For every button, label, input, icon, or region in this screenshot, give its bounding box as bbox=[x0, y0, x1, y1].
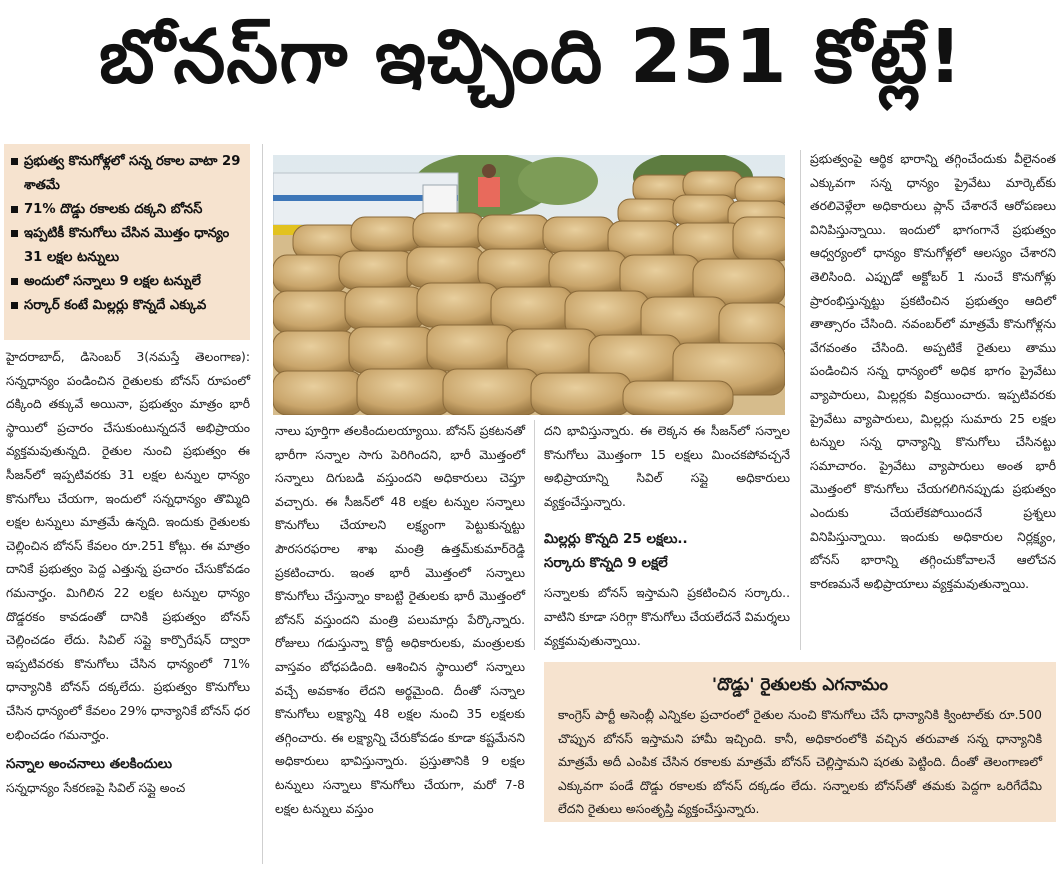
column-divider bbox=[534, 420, 535, 650]
rice-bags-illustration bbox=[273, 155, 785, 415]
rice-bags-photo bbox=[273, 155, 785, 415]
column-4 bbox=[810, 148, 1056, 596]
column-1 bbox=[6, 346, 250, 801]
column-2 bbox=[275, 420, 525, 821]
highlights-box bbox=[4, 144, 250, 340]
headline: బోనస్‌గా ఇచ్చింది 251 కోట్లే! bbox=[99, 14, 963, 100]
article-paragraph: హైదరాబాద్, డిసెంబర్ 3(నమస్తే తెలంగాణ): సన్నధాన్యం పండించిన రైతులకు బోనస్ రూపంలో దక్కింది తక్కువే అయినా, ప్రభుత్వం మాత్రం భారీ స్థాయిలో ప్రచారం చేసుకుంటున్నదనే అభిప్రాయం వ్యక్తమవుతున్నది. రైతుల నుంచి ప్రభుత్వం ఈ సీజన్‌లో ఇప్పటివరకు 31 లక్షల టన్నుల ధాన్యం కొనుగోలు చేయగా, ఇందులో సన్నధాన్యం తొమ్మిది లక్షల టన్నులు మాత్రమే ఉన్నది. ఇందుకు రైతులకు చెల్లించిన బోనస్ కేవలం రూ.251 కోట్లు. ఈ మాత్రం దానికే ప్రభుత్వం పెద్ద ఎత్తున్న ప్రచారం చేసుకోవడం గమనార్హం. మిగిలిన 22 లక్షల టన్నుల ధాన్యం దొడ్డరకం కావడంతో దానికి ప్రభుత్వం బోనస్ చెల్లించడం లేదు. సివిల్ సప్లై కార్పొరేషన్ ద్వారా ఇప్పటివరకు కొనుగోలు చేసిన ధాన్యంలో 71% ధాన్యానికి బోనస్ దక్కలేదు. ప్రభుత్వం కొనుగోలు చేసిన ధాన్యంలో కేవలం 29% ధాన్యానికే బోనస్ ధర లభించడం గమనార్హం. bbox=[6, 350, 250, 742]
article-paragraph: సన్నాలకు బోనస్ ఇస్తామని ప్రకటించిన సర్కారు.. వాటిని కూడా సరిగ్గా కొనుగోలు చేయలేదనే విమర్శలు వ్యక్తమవుతున్నాయి. bbox=[544, 586, 790, 648]
subheading: సర్కారు కొన్నది 9 లక్షలే bbox=[544, 555, 668, 572]
column-divider bbox=[262, 144, 263, 864]
highlight-item: ఇప్పటికీ కొనుగోలు చేసిన మొత్తం ధాన్యం 31 లక్షల టన్నులు bbox=[10, 222, 244, 270]
column-3 bbox=[544, 420, 790, 653]
callout-box bbox=[544, 662, 1056, 822]
highlight-item: 71% దొడ్డు రకాలకు దక్కని బోనస్ bbox=[10, 198, 244, 222]
article-paragraph: నాలు పూర్తిగా తలకిందులయ్యాయి. బోనస్ ప్రకటనతో భారీగా సన్నాల సాగు పెరిగిందని, భారీ మొత్తంలో సన్నాలు దిగుబడి వస్తుందని అధికారులు చెప్తూ వచ్చారు. ఈ సీజన్‌లో 48 లక్షల టన్నుల సన్నాలు కొనుగోలు చేయాలని లక్ష్యంగా పెట్టుకున్నట్టు పౌరసరఫరాల శాఖ మంత్రి ఉత్తమ్‌కుమార్‌రెడ్డి ప్రకటించారు. ఇంత భారీ మొత్తంలో సన్నాలు కొనుగోలు చేస్తున్నాం కాబట్టి రైతులకు భారీ మొత్తంలో బోనస్ వస్తుందని మంత్రి పలుమార్లు పేర్కొన్నారు. రోజులు గడుస్తున్నా కొద్దీ అధికారులకు, మంత్రులకు వాస్తవం బోధపడింది. ఆశించిన స్థాయిలో సన్నాలు వచ్చే అవకాశం లేదని అర్థమైంది. దీంతో సన్నాల కొనుగోలు లక్ష్యాన్ని 48 లక్షల నుంచి 35 లక్షలకు తగ్గించారు. ఈ లక్ష్యాన్ని చేరుకోవడం కూడా కష్టమేనని అధికారులు భావిస్తున్నారు. ప్రస్తుతానికి 9 లక్షల టన్నులు సన్నాలు కొనుగోలు చేయగా, మరో 7-8 లక్షల టన్నులు వస్తుం bbox=[275, 424, 525, 816]
article-paragraph: ప్రభుత్వంపై ఆర్థిక భారాన్ని తగ్గించేందుకు వీలైనంత ఎక్కువగా సన్న ధాన్యం ప్రైవేటు మార్కెట్‌కు తరలివెళ్లేలా అధికారులు ప్లాన్ చేశారనే ఆరోపణలు వినిపిస్తున్నాయి. ఇందులో భాగంగానే ప్రభుత్వం ఆధ్వర్యంలో ధాన్యం కొనుగోళ్లలో ఆలస్యం చేశారని తెలిసింది. ఎప్పుడో అక్టోబర్ 1 నుంచే కొనుగోళ్లు ప్రారంభిస్తున్నట్టు ప్రకటించిన ప్రభుత్వం ఆదిలో తాత్సారం చేసింది. నవంబర్‌లో మాత్రమే కొనుగోళ్లను వేగవంతం చేసింది. అప్పటికే రైతులు తాము పండించిన సన్న ధాన్యంలో అధిక భాగం ప్రైవేటు వ్యాపారులు, మిల్లర్లకు విక్రయించారు. ఇప్పటివరకు ప్రైవేటు వ్యాపారులు, మిల్లర్లు సుమారు 25 లక్షల టన్నుల సన్న ధాన్యాన్ని కొనుగోలు చేసినట్టు సమాచారం. ప్రైవేటు వ్యాపారులు అంత భారీ మొత్తంలో కొనుగోలు చేయగలిగినప్పుడు ప్రభుత్వం ఎందుకు చేయలేకపోయిందనే ప్రశ్నలు వినిపిస్తున్నాయి. ఇందుకు అధికారుల నిర్లక్ష్యం, బోనస్ భారాన్ని తగ్గించుకోవాలనే ఆలోచన కారణమనే అభిప్రాయాలు వ్యక్తమవుతున్నాయి. bbox=[810, 152, 1056, 591]
article-paragraph: సన్నధాన్యం సేకరణపై సివిల్ సప్లై అంచ bbox=[6, 781, 186, 796]
highlight-item: సర్కార్ కంటే మిల్లర్లు కొన్నదే ఎక్కువ bbox=[10, 294, 244, 318]
callout-body: కాంగ్రెస్ పార్టీ అసెంబ్లీ ఎన్నికల ప్రచారంలో రైతుల నుంచి కొనుగోలు చేసే ధాన్యానికి క్వింటాల్‌కు రూ.500 చొప్పున బోనస్ ఇస్తామని హామీ ఇచ్చింది. కానీ, అధికారంలోకి వచ్చిన తరువాత సన్న ధాన్యానికి మాత్రమే అదీ ఎంపిక చేసిన రకాలకు మాత్రమే బోనస్ చెల్లిస్తామని షరతు పెట్టింది. దీంతో తెలంగాణలో ఎక్కువగా పండే దొడ్డు రకాలకు బోనస్ దక్కడం లేదు. సన్నాలకు బోనస్‌తో తమకు పెద్దగా ఒరిగేదేమి లేదని రైతులు అసంతృప్తి వ్యక్తంచేస్తున్నారు. bbox=[558, 708, 1042, 817]
highlight-item: ప్రభుత్వ కొనుగోళ్లలో సన్న రకాల వాటా 29 శాతమే bbox=[10, 150, 244, 198]
column-divider bbox=[800, 150, 801, 650]
highlight-item: అందులో సన్నాలు 9 లక్షల టన్నులే bbox=[10, 270, 244, 294]
article-paragraph: దని భావిస్తున్నారు. ఈ లెక్కన ఈ సీజన్‌లో సన్నాల కొనుగోలు మొత్తంగా 15 లక్షలు మించకపోవచ్చనే అభిప్రాయాన్ని సివిల్ సప్లై అధికారులు వ్యక్తంచేస్తున్నారు. bbox=[544, 424, 790, 509]
subheading: సన్నాల అంచనాలు తలకిందులు bbox=[6, 756, 172, 773]
subheading: మిల్లర్లు కొన్నది 25 లక్షలు.. bbox=[544, 531, 688, 548]
callout-title: 'దొడ్డు' రైతులకు ఎగనామం bbox=[711, 675, 889, 695]
